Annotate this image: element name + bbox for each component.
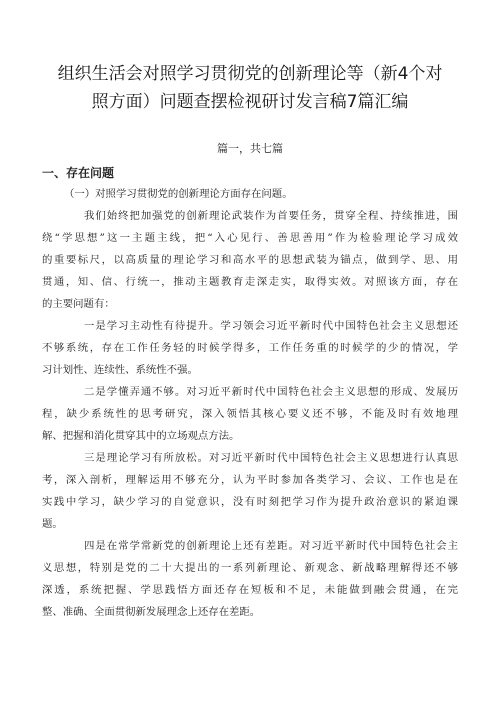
text-line: 的重要标尺，以高质量的理论学习和高水平的思想武装为锚点，做到学、思、用 bbox=[42, 254, 458, 266]
text-line: 解、把握和消化贯穿其中的立场观点方法。 bbox=[42, 430, 240, 442]
text-line: 程，缺少系统性的思考研究，深入领悟其核心要义还不够，不能及时有效地理 bbox=[42, 408, 458, 420]
paragraph-point-4 bbox=[42, 535, 458, 623]
text-line: 一是学习主动性有待提升。学习领会习近平新时代中国特色社会主义思想还 bbox=[84, 320, 458, 332]
section-heading: 一、存在问题 bbox=[42, 166, 115, 180]
article-number: 篇一，共七篇 bbox=[217, 142, 283, 155]
text-line: 我们始终把加强党的创新理论武装作为首要任务，贯穿全程、持续推进，围 bbox=[84, 210, 458, 222]
text-line: 习计划性、连续性、系统性不强。 bbox=[42, 364, 198, 376]
text-line: 题。 bbox=[42, 518, 63, 530]
paragraph-intro bbox=[42, 205, 458, 315]
text-line: 三是理论学习有所放松。对习近平新时代中国特色社会主义思想进行认真思 bbox=[84, 452, 458, 464]
text-line: 考，深入剖析，理解运用不够充分，认为平时参加各类学习、会议、工作也是在 bbox=[42, 474, 458, 486]
title-line-2: 照方面）问题查摆检视研讨发言稿7篇汇编 bbox=[91, 92, 409, 112]
document-body bbox=[42, 183, 458, 623]
text-line: （一）对照学习贯彻党的创新理论方面存在问题。 bbox=[64, 188, 293, 200]
title-line-1: 组织生活会对照学习贯彻党的创新理论等（新4个对 bbox=[57, 64, 443, 84]
subsection-heading bbox=[42, 183, 458, 205]
paragraph-point-2 bbox=[42, 381, 458, 447]
text-line: 的主要问题有： bbox=[42, 298, 115, 310]
text-line: 绕“学思想”这一主题主线，把“入心见行、善思善用”作为检验理论学习成效 bbox=[42, 232, 458, 244]
paragraph-point-1 bbox=[42, 315, 458, 381]
paragraph-point-3 bbox=[42, 447, 458, 535]
text-line: 整、准确、全面贯彻新发展理念上还存在差距。 bbox=[42, 606, 261, 618]
text-line: 深透，系统把握、学思践悟方面还存在短板和不足，未能做到融会贯通，在完 bbox=[42, 584, 458, 596]
document-title bbox=[40, 60, 460, 116]
text-line: 贯通，知、信、行统一，推动主题教育走深走实，取得实效。对照该方面，存在 bbox=[42, 276, 458, 288]
text-line: 义思想，特别是党的二十大提出的一系列新理论、新观念、新战略理解得还不够 bbox=[42, 562, 458, 574]
text-line: 不够系统，存在工作任务轻的时候学得多，工作任务重的时候学的少的情况，学 bbox=[42, 342, 458, 354]
text-line: 实践中学习，缺少学习的自觉意识，没有时刻把学习作为提升政治意识的紧迫课 bbox=[42, 496, 458, 508]
text-line: 四是在常学常新党的创新理论上还有差距。对习近平新时代中国特色社会主 bbox=[84, 540, 458, 552]
text-line: 二是学懂弄通不够。对习近平新时代中国特色社会主义思想的形成、发展历 bbox=[84, 386, 458, 398]
